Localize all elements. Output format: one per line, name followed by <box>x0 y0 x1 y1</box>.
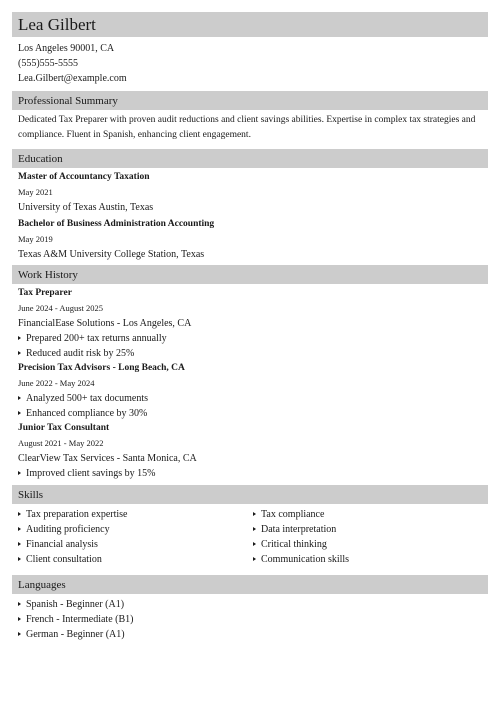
list-item <box>18 612 488 627</box>
location: Los Angeles 90001, CA <box>18 43 115 54</box>
list-item <box>18 346 488 361</box>
job-entry <box>18 361 488 421</box>
skills-column-left <box>18 507 253 567</box>
bullet-text: Prepared 200+ tax returns annually <box>26 333 167 344</box>
skill-text: Data interpretation <box>261 524 337 535</box>
bullet-icon <box>18 527 21 531</box>
list-item <box>18 597 488 612</box>
bullet-icon <box>18 396 21 400</box>
job-bullets <box>18 466 488 481</box>
work-list <box>12 284 488 481</box>
skill-text: Tax compliance <box>261 509 325 520</box>
job-entry <box>18 286 488 361</box>
bullet-text: Analyzed 500+ tax documents <box>26 393 148 404</box>
skill-text: Client consultation <box>26 554 102 565</box>
bullet-icon <box>18 632 21 636</box>
job-bullets <box>18 331 488 361</box>
bullet-icon <box>18 471 21 475</box>
list-item <box>18 537 253 552</box>
language-text: Spanish - Beginner (A1) <box>26 599 125 610</box>
bullet-icon <box>18 512 21 516</box>
bullet-icon <box>18 351 21 355</box>
education-list <box>12 168 488 262</box>
bullet-icon <box>18 411 21 415</box>
list-item <box>18 331 488 346</box>
bullet-text: Enhanced compliance by 30% <box>26 408 148 419</box>
education-item <box>18 170 488 215</box>
skill-text: Financial analysis <box>26 539 98 550</box>
contact-block <box>12 37 488 86</box>
bullet-text: Reduced audit risk by 25% <box>26 348 135 359</box>
bullet-icon <box>18 617 21 621</box>
work-heading: Work History <box>12 265 488 284</box>
skill-text: Tax preparation expertise <box>26 509 128 520</box>
bullet-icon <box>18 542 21 546</box>
list-item <box>18 391 488 406</box>
skill-text: Communication skills <box>261 554 350 565</box>
list-item <box>253 537 488 552</box>
skill-text: Critical thinking <box>261 539 327 550</box>
job-title: Precision Tax Advisors - Long Beach, CA <box>18 363 185 373</box>
languages-heading: Languages <box>12 575 488 594</box>
languages-list <box>12 594 488 642</box>
email: Lea.Gilbert@example.com <box>18 73 127 84</box>
list-item <box>18 552 253 567</box>
bullet-icon <box>18 602 21 606</box>
education-item <box>18 217 488 262</box>
degree: Bachelor of Business Administration Accounting <box>18 219 215 229</box>
skills-heading: Skills <box>12 485 488 504</box>
job-bullets <box>18 391 488 421</box>
skill-text: Auditing proficiency <box>26 524 110 535</box>
bullet-icon <box>253 527 256 531</box>
summary-heading: Professional Summary <box>12 91 488 110</box>
job-title: Junior Tax Consultant <box>18 423 110 433</box>
job-dates: June 2022 - May 2024 <box>18 378 95 388</box>
job-dates: August 2021 - May 2022 <box>18 438 104 448</box>
list-item <box>18 406 488 421</box>
degree-date: May 2019 <box>18 234 53 244</box>
bullet-icon <box>253 557 256 561</box>
bullet-text: Improved client savings by 15% <box>26 468 156 479</box>
name-header <box>12 12 488 37</box>
bullet-icon <box>253 512 256 516</box>
school: University of Texas Austin, Texas <box>18 202 154 213</box>
bullet-icon <box>18 336 21 340</box>
list-item <box>18 507 253 522</box>
language-text: German - Beginner (A1) <box>26 629 125 640</box>
list-item <box>18 466 488 481</box>
phone: (555)555-5555 <box>18 58 78 69</box>
list-item <box>253 552 488 567</box>
job-company: FinancialEase Solutions - Los Angeles, CA <box>18 318 192 329</box>
skills-column-right <box>253 507 488 567</box>
job-company: ClearView Tax Services - Santa Monica, CA <box>18 453 197 464</box>
job-title: Tax Preparer <box>18 288 72 298</box>
skills-list <box>12 504 488 567</box>
language-text: French - Intermediate (B1) <box>26 614 134 625</box>
list-item <box>18 522 253 537</box>
summary-text: Dedicated Tax Preparer with proven audit reductions and client savings abilities. Expertise in complex tax strategies and compliance. Fluent in Spanish, enhancing client engagement. <box>18 115 476 140</box>
list-item <box>253 507 488 522</box>
list-item <box>253 522 488 537</box>
job-entry <box>18 421 488 481</box>
school: Texas A&M University College Station, Texas <box>18 249 205 260</box>
bullet-icon <box>253 542 256 546</box>
job-dates: June 2024 - August 2025 <box>18 303 103 313</box>
list-item <box>18 627 488 642</box>
education-heading: Education <box>12 149 488 168</box>
candidate-name: Lea Gilbert <box>18 15 96 34</box>
degree: Master of Accountancy Taxation <box>18 172 150 182</box>
bullet-icon <box>18 557 21 561</box>
degree-date: May 2021 <box>18 187 53 197</box>
